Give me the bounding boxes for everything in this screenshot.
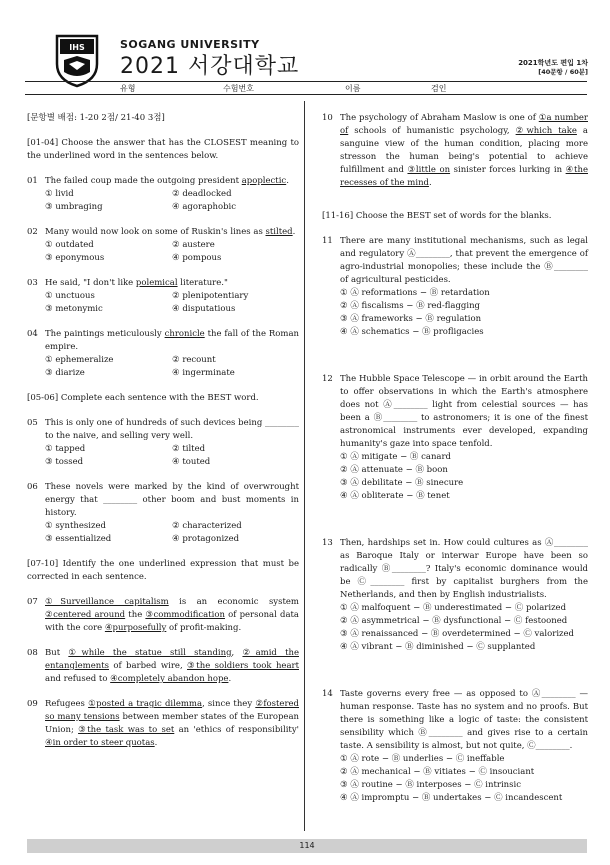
underlined-choice-2[interactable]: ②centered around <box>45 610 126 620</box>
question-09 <box>27 698 299 750</box>
option-2[interactable]: ② austere <box>172 240 215 250</box>
section-instruction-01-04: [01-04] Choose the answer that has the CLOSEST meaning to the underlined word in the sentences below. <box>27 138 299 161</box>
option-1[interactable]: ① ephemeralize <box>45 355 114 365</box>
question-number: 07 <box>27 597 38 607</box>
option-4[interactable]: ④ Ⓐ obliterate − Ⓑ tenet <box>340 491 450 501</box>
option-1[interactable]: ① Ⓐ malfoquent − Ⓑ underestimated − Ⓒ polarized <box>340 603 567 613</box>
question-stem: The paintings meticulously chronicle the fall of the Roman empire. <box>45 329 300 352</box>
question-stem: The Hubble Space Telescope — in orbit around the Earth to offer observations in which the Earth's atmosphere does not Ⓐ________ light from celestial sources — has been a Ⓑ________ to astronomers; it is one of the finest astronomical instruments ever developed, expanding humanity's gaze into space tenfold. <box>340 374 588 449</box>
option-2[interactable]: ② plenipotentiary <box>172 291 249 301</box>
question-number: 05 <box>27 418 38 428</box>
question-stem: ①Surveillance capitalism is an economic system ②centered around the ③commodification of personal data with the core ④purposefully of profit-making. <box>45 597 300 633</box>
question-number: 01 <box>27 176 38 186</box>
question-stem: The psychology of Abraham Maslow is one of ①a number of schools of humanistic psychology, ②which take a sanguine view of the human condition, placing more stresson the human being's potential to achieve fulfillment and ③little on sinister forces lurking in ④the recesses of the mind. <box>340 113 588 188</box>
option-4[interactable]: ④ Ⓐ schematics − Ⓑ profligacies <box>340 327 484 337</box>
question-06 <box>27 481 299 546</box>
underlined-word: apoplectic <box>241 176 287 186</box>
underlined-choice-2[interactable]: ②amid the entanglements <box>45 648 299 671</box>
question-05 <box>27 417 299 469</box>
underlined-choice-4[interactable]: ④the recesses of the mind <box>340 165 588 188</box>
options <box>45 443 299 469</box>
underlined-choice-1[interactable]: ①Surveillance capitalism <box>45 597 169 607</box>
question-03 <box>27 277 299 316</box>
field-exam-number-label: 수험번호 <box>223 84 254 93</box>
option-1[interactable]: ① Ⓐ reformations − Ⓑ retardation <box>340 288 490 298</box>
page-number: 114 <box>299 841 315 850</box>
underlined-choice-4[interactable]: ④in order to steer quotas <box>45 738 155 748</box>
option-3[interactable]: ③ umbraging <box>45 202 103 212</box>
question-number: 13 <box>322 538 333 548</box>
exam-title: 2021 서강대학교 <box>120 54 300 79</box>
question-12 <box>322 373 588 503</box>
option-3[interactable]: ③ metonymic <box>45 304 103 314</box>
question-stem: This is only one of hundreds of such devices being ________ to the naive, and selling very well. <box>45 418 299 441</box>
option-2[interactable]: ② Ⓐ mechanical − Ⓑ vitiates − Ⓒ insouciant <box>340 767 535 777</box>
option-1[interactable]: ① unctuous <box>45 291 95 301</box>
option-4[interactable]: ④ disputatious <box>172 304 236 314</box>
field-seal-label: 검인 <box>431 84 447 93</box>
underlined-word: stilted <box>265 227 293 237</box>
question-11 <box>322 235 588 339</box>
option-4[interactable]: ④ touted <box>172 457 211 467</box>
question-stem: He said, "I don't like polemical literature." <box>45 278 228 288</box>
question-stem: There are many institutional mechanisms, such as legal and regulatory Ⓐ________, that prevent the emergence of agro-industrial monopolies; these include the Ⓑ________ of agricultural pesticides. <box>340 236 588 285</box>
question-02 <box>27 226 299 265</box>
logo-text: IHS <box>69 43 85 52</box>
option-4[interactable]: ④ protagonized <box>172 534 240 544</box>
option-1[interactable]: ① Ⓐ rote − Ⓑ underlies − Ⓒ ineffable <box>340 754 505 764</box>
question-13 <box>322 537 588 654</box>
option-2[interactable]: ② tilted <box>172 444 206 454</box>
options <box>45 188 299 214</box>
left-column <box>27 112 299 762</box>
question-04 <box>27 328 299 380</box>
option-2[interactable]: ② characterized <box>172 521 242 531</box>
options <box>45 520 299 546</box>
option-3[interactable]: ③ eponymous <box>45 253 105 263</box>
underlined-word: polemical <box>135 278 178 288</box>
option-3[interactable]: ③ tossed <box>45 457 84 467</box>
question-stem: But ①while the statue still standing, ②amid the entanglements of barbed wire, ③the soldiers took heart and refused to ④completely abandon hope. <box>45 648 299 684</box>
option-3[interactable]: ③ Ⓐ debilitate − Ⓑ sinecure <box>340 478 464 488</box>
field-type-label: 유형 <box>120 84 136 93</box>
question-stem: Refugees ①posted a tragic dilemma, since they ②fostered so many tensions between member states of the European Union; ③the task was to set an 'ethics of responsibility' ④in order to steer quotas. <box>45 699 299 748</box>
underlined-word: chronicle <box>164 329 205 339</box>
candidate-info-bar <box>25 81 587 95</box>
option-2[interactable]: ② Ⓐ attenuate − Ⓑ boon <box>340 465 448 475</box>
university-logo <box>55 34 99 88</box>
option-2[interactable]: ② recount <box>172 355 216 365</box>
options <box>340 602 588 654</box>
question-number: 04 <box>27 329 38 339</box>
page-number-bar <box>27 839 587 853</box>
underlined-choice-4[interactable]: ④purposefully <box>104 623 167 633</box>
question-number: 09 <box>27 699 38 709</box>
section-instruction-05-06: [05-06] Complete each sentence with the BEST word. <box>27 393 259 403</box>
underlined-choice-2[interactable]: ②fostered so many tensions <box>45 699 299 722</box>
question-14 <box>322 688 588 805</box>
underlined-choice-3[interactable]: ③the soldiers took heart <box>187 661 299 671</box>
option-1[interactable]: ① outdated <box>45 240 94 250</box>
option-3[interactable]: ③ Ⓐ routine − Ⓑ interposes − Ⓒ intrinsic <box>340 780 521 790</box>
option-2[interactable]: ② Ⓐ fiscalisms − Ⓑ red-flagging <box>340 301 480 311</box>
exam-info: [40문항 / 60분] <box>538 68 588 76</box>
options <box>45 290 299 316</box>
option-2[interactable]: ② Ⓐ asymmetrical − Ⓑ dysfunctional − Ⓒ festooned <box>340 616 568 626</box>
option-1[interactable]: ① synthesized <box>45 521 106 531</box>
question-07 <box>27 596 299 635</box>
university-name-en: SOGANG UNIVERSITY <box>120 38 260 51</box>
question-stem: These novels were marked by the kind of overwrought energy that ________ other boom and bust moments in history. <box>45 482 299 518</box>
question-08 <box>27 647 299 686</box>
underlined-choice-3[interactable]: ③the task was to set <box>78 725 175 735</box>
underlined-choice-1[interactable]: ①posted a tragic dilemma <box>88 699 203 709</box>
question-number: 11 <box>322 236 333 246</box>
option-4[interactable]: ④ pompous <box>172 253 222 263</box>
question-stem: Many would now look on some of Ruskin's lines as stilted. <box>45 227 296 237</box>
section-instruction-07-10: [07-10] Identify the one underlined expression that must be corrected in each sentence. <box>27 559 299 582</box>
question-01 <box>27 175 299 214</box>
exam-year: 2021학년도 편입 1차 <box>518 59 588 67</box>
option-3[interactable]: ③ Ⓐ renaissanced − Ⓑ overdetermined − Ⓒ valorized <box>340 629 574 639</box>
option-3[interactable]: ③ diarize <box>45 368 85 378</box>
option-4[interactable]: ④ Ⓐ vibrant − Ⓑ diminished − Ⓒ supplanted <box>340 642 536 652</box>
underlined-choice-4[interactable]: ④completely abandon hope <box>110 674 229 684</box>
options <box>340 287 588 339</box>
question-number: 12 <box>322 374 333 384</box>
option-4[interactable]: ④ ingerminate <box>172 368 235 378</box>
options <box>45 239 299 265</box>
question-number: 06 <box>27 482 38 492</box>
option-1[interactable]: ① Ⓐ mitigate − Ⓑ canard <box>340 452 451 462</box>
option-3[interactable]: ③ Ⓐ frameworks − Ⓑ regulation <box>340 314 482 324</box>
column-divider <box>304 101 305 831</box>
question-10 <box>322 112 588 190</box>
underlined-choice-3[interactable]: ③commodification <box>145 610 225 620</box>
option-4[interactable]: ④ agoraphobic <box>172 202 237 212</box>
underlined-choice-1[interactable]: ①a number of <box>340 113 588 136</box>
option-1[interactable]: ① tapped <box>45 444 86 454</box>
options <box>45 354 299 380</box>
underlined-choice-2[interactable]: ②which take <box>515 126 577 136</box>
field-name-label: 이름 <box>345 84 361 93</box>
question-number: 03 <box>27 278 38 288</box>
underlined-choice-3[interactable]: ③little on <box>407 165 451 175</box>
options <box>340 753 588 805</box>
scoring-note: [문항별 배점: 1-20 2점/ 21-40 3점] <box>27 113 165 123</box>
question-stem: The failed coup made the outgoing president apoplectic. <box>45 176 289 186</box>
option-4[interactable]: ④ Ⓐ impromptu − Ⓑ undertakes − Ⓒ incandescent <box>340 793 563 803</box>
question-stem: Taste governs every free — as opposed to Ⓐ________ — human response. Taste has no system and no proofs. But there is something like a logic of taste: the consistent sensibility which Ⓑ________ and gives rise to a certain taste. A sensibility is almost, but not quite, Ⓒ________. <box>340 689 588 751</box>
right-column <box>322 112 588 817</box>
section-instruction-11-16: [11-16] Choose the BEST set of words for the blanks. <box>322 211 552 221</box>
option-1[interactable]: ① livid <box>45 189 74 199</box>
question-number: 08 <box>27 648 38 658</box>
option-2[interactable]: ② deadlocked <box>172 189 232 199</box>
question-number: 14 <box>322 689 333 699</box>
options <box>340 451 588 503</box>
option-3[interactable]: ③ essentialized <box>45 534 112 544</box>
question-stem: Then, hardships set in. How could cultures as Ⓐ________ as Baroque Italy or interwar Europe have been so radically Ⓑ________? Italy's economic dominance would be Ⓒ________ first by capitalist burghers from the Netherlands, and then by English industrialists. <box>340 538 588 600</box>
question-number: 10 <box>322 113 333 123</box>
question-number: 02 <box>27 227 38 237</box>
underlined-choice-1[interactable]: ①while the statue still standing <box>68 648 232 658</box>
